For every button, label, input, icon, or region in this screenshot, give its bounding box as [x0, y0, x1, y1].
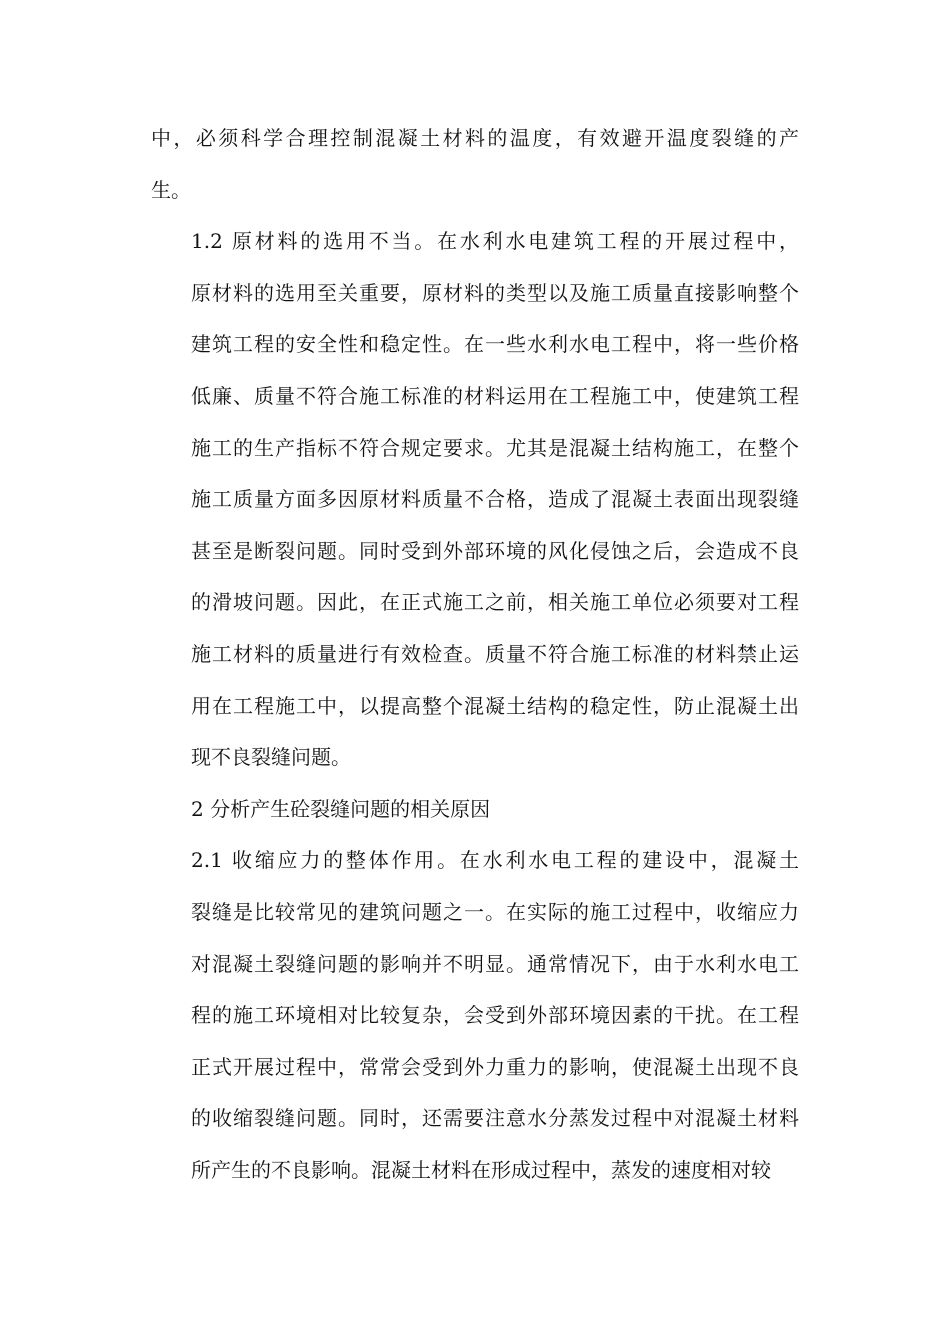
paragraph-continuation [151, 113, 799, 216]
text-line: 生。 [151, 177, 191, 202]
text-line: 所产生的不良影响。混凝土材料在形成过程中，蒸发的速度相对较 [191, 1157, 771, 1182]
text-line: 2 分析产生砼裂缝问题的相关原因 [191, 796, 491, 821]
text-line: 的收缩裂缝问题。同时，还需要注意水分蒸发过程中对混凝土材料 [191, 1106, 799, 1131]
text-line: 程的施工环境相对比较复杂，会受到外部环境因素的干扰。在工程 [191, 1003, 799, 1028]
text-line: 2.1 收缩应力的整体作用。在水利水电工程的建设中，混凝土 [191, 848, 799, 873]
text-line: 正式开展过程中，常常会受到外力重力的影响，使混凝土出现不良 [191, 1054, 799, 1079]
text-line: 裂缝是比较常见的建筑问题之一。在实际的施工过程中，收缩应力 [191, 899, 799, 924]
paragraph-section-2-heading [151, 784, 799, 836]
text-line: 低廉、质量不符合施工标准的材料运用在工程施工中，使建筑工程 [191, 383, 799, 408]
text-line: 甚至是断裂问题。同时受到外部环境的风化侵蚀之后，会造成不良 [191, 538, 799, 563]
text-line: 建筑工程的安全性和稳定性。在一些水利水电工程中，将一些价格 [191, 332, 799, 357]
text-line: 的滑坡问题。因此，在正式施工之前，相关施工单位必须要对工程 [191, 590, 799, 615]
text-line: 施工材料的质量进行有效检查。质量不符合施工标准的材料禁止运 [191, 641, 799, 666]
text-line: 施工质量方面多因原材料质量不合格，造成了混凝土表面出现裂缝 [191, 487, 799, 512]
paragraph-section-1-2 [151, 216, 799, 784]
text-line: 原材料的选用至关重要，原材料的类型以及施工质量直接影响整个 [191, 280, 799, 305]
text-line: 施工的生产指标不符合规定要求。尤其是混凝土结构施工，在整个 [191, 435, 799, 460]
text-line: 用在工程施工中，以提高整个混凝土结构的稳定性，防止混凝土出 [191, 693, 799, 718]
text-line: 对混凝土裂缝问题的影响并不明显。通常情况下，由于水利水电工 [191, 951, 799, 976]
text-line: 中，必须科学合理控制混凝土材料的温度，有效避开温度裂缝的产 [151, 126, 799, 150]
text-line: 1.2 原材料的选用不当。在水利水电建筑工程的开展过程中， [191, 229, 799, 254]
paragraph-section-2-1 [151, 835, 799, 1196]
document-body [151, 113, 799, 1196]
text-line: 现不良裂缝问题。 [191, 745, 351, 770]
